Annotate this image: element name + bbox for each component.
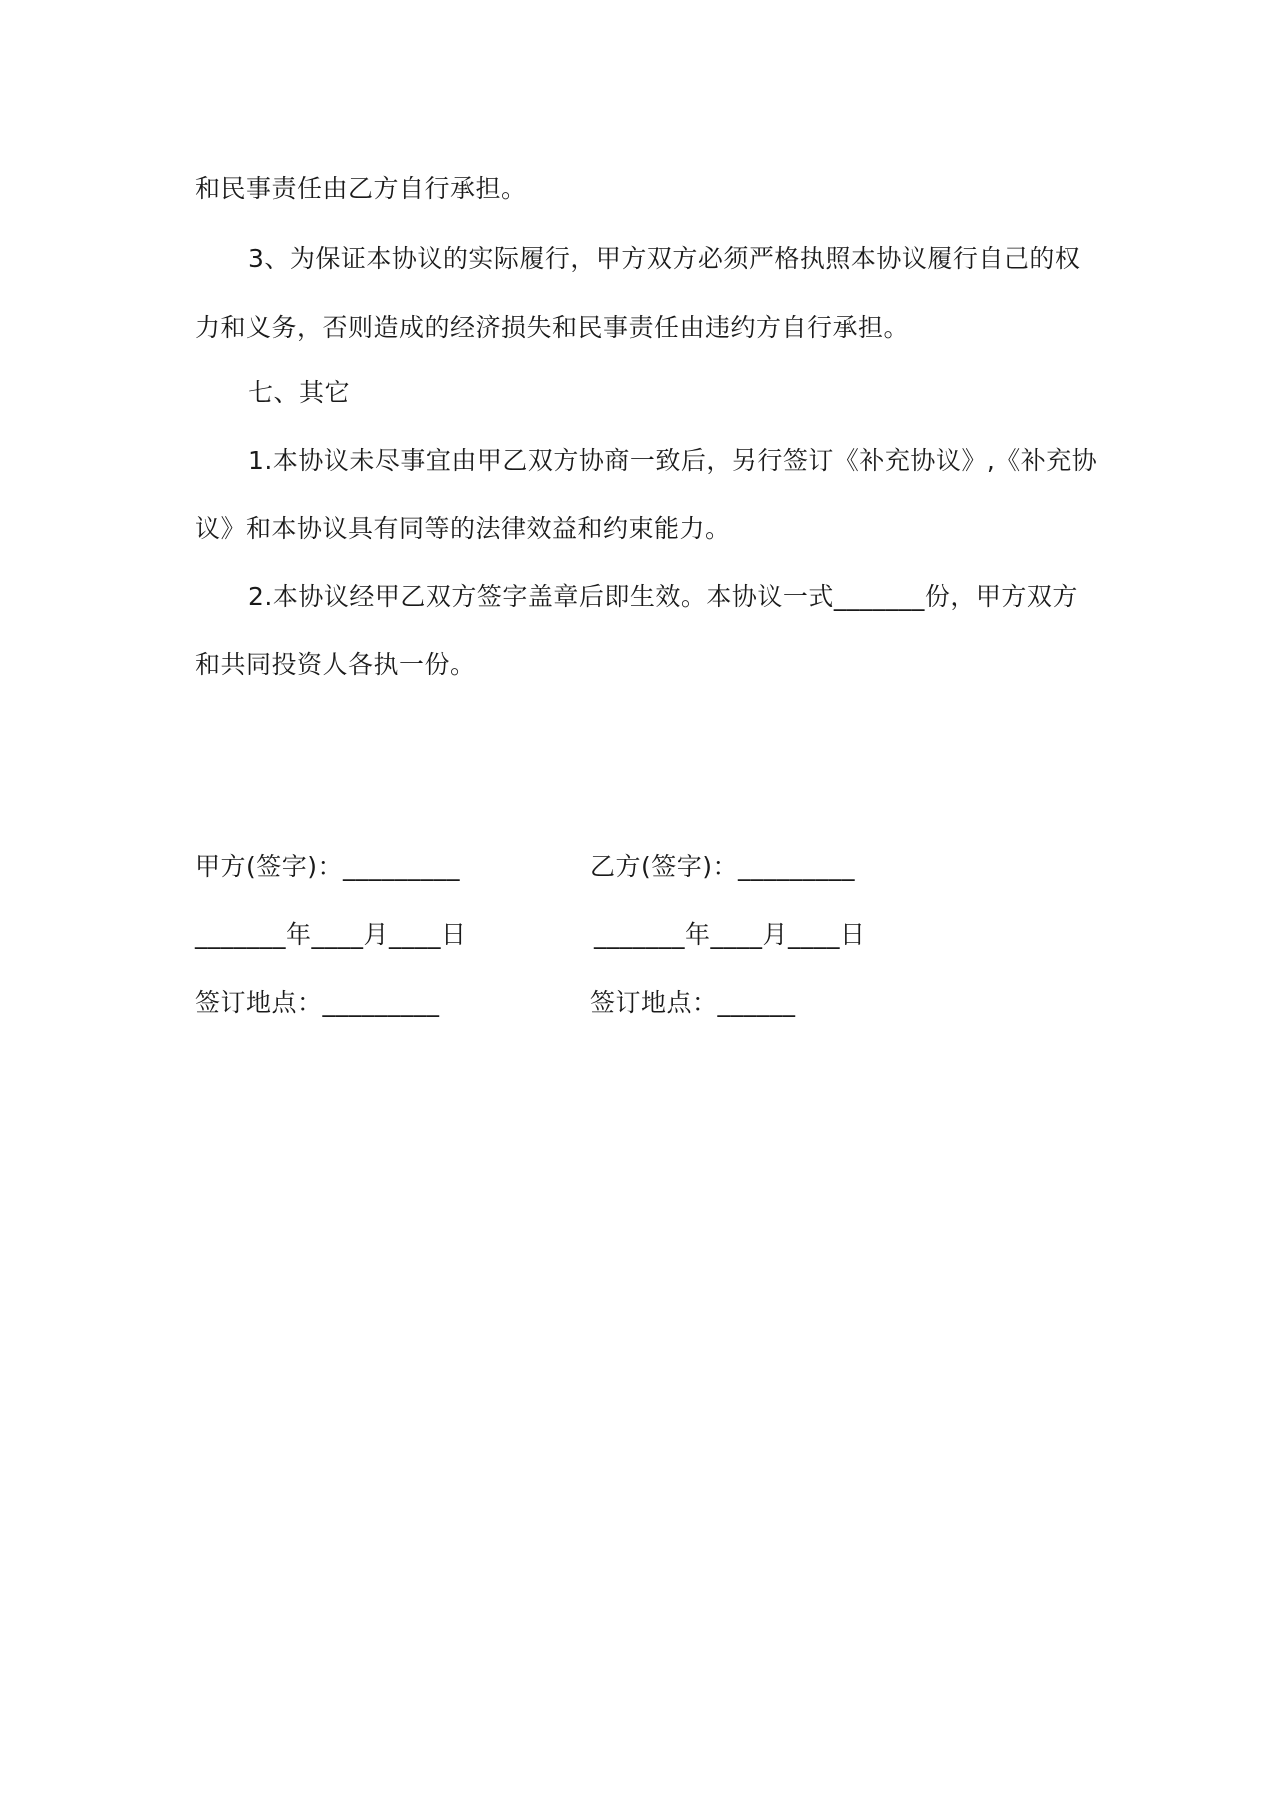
party-b-date-line: _______年____月____日 xyxy=(594,920,866,949)
paragraph-line: 议》和本协议具有同等的法律效益和约束能力。 xyxy=(195,514,731,543)
paragraph-line: 3、为保证本协议的实际履行，甲方双方必须严格执照本协议履行自己的权 xyxy=(248,244,1081,273)
party-b-place-line: 签订地点：______ xyxy=(590,988,796,1017)
paragraph-line: 1.本协议未尽事宜由甲乙双方协商一致后，另行签订《补充协议》,《补充协 xyxy=(248,446,1098,475)
party-b-signature-line: 乙方(签字)：_________ xyxy=(590,852,856,881)
paragraph-line: 2.本协议经甲乙双方签字盖章后即生效。本协议一式_______份，甲方双方 xyxy=(248,582,1078,611)
party-a-signature-line: 甲方(签字)：_________ xyxy=(195,852,461,881)
paragraph-line: 和共同投资人各执一份。 xyxy=(195,650,476,679)
section-heading: 七、其它 xyxy=(248,378,351,407)
paragraph-line: 力和义务，否则造成的经济损失和民事责任由违约方自行承担。 xyxy=(195,313,910,342)
paragraph-line: 和民事责任由乙方自行承担。 xyxy=(195,174,527,203)
party-a-place-line: 签订地点：_________ xyxy=(195,988,440,1017)
party-a-date-line: _______年____月____日 xyxy=(195,920,467,949)
